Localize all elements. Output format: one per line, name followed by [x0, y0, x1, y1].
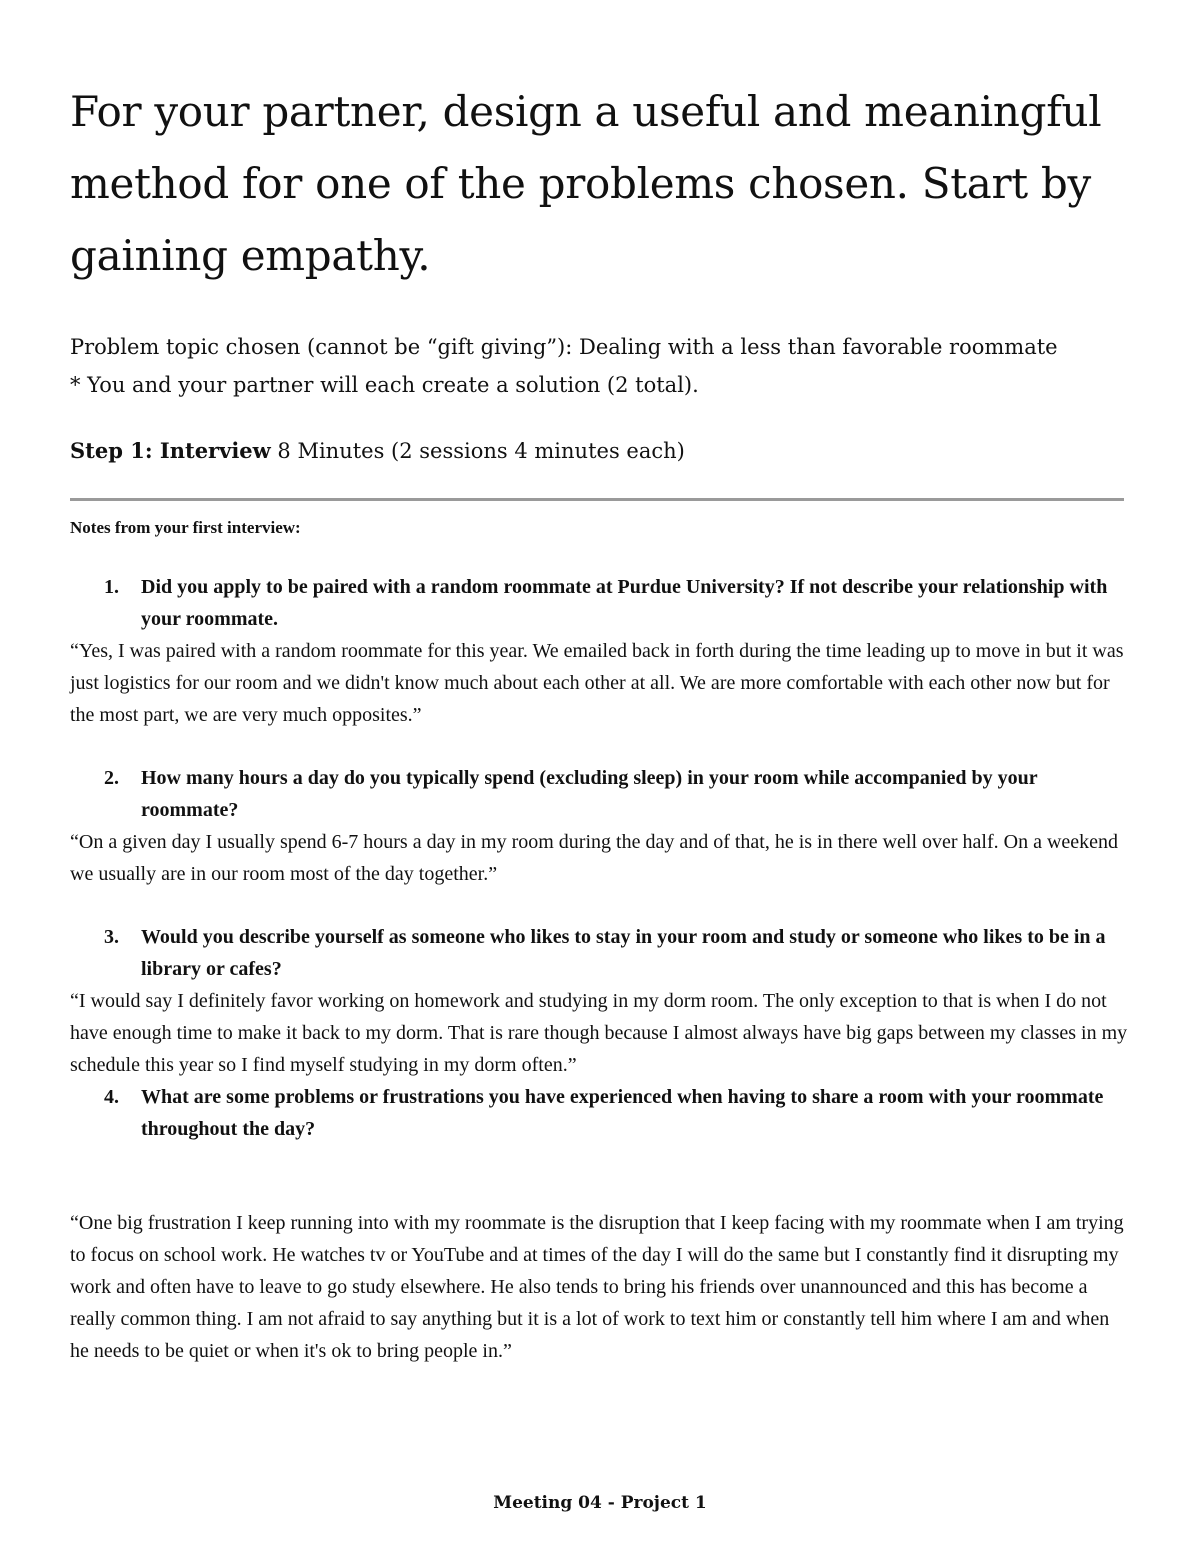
page-title: For your partner, design a useful and meaningful method for one of the problems chosen. Start by gaining empathy.	[70, 87, 1102, 280]
question-number: 3.	[104, 926, 119, 948]
question-text: What are some problems or frustrations you have experienced when having to share a room with your roommate throughout the day?	[141, 1086, 1104, 1140]
notes-label: Notes from your first interview:	[70, 518, 301, 537]
question-4	[70, 1081, 1130, 1145]
question-3	[70, 921, 1130, 985]
question-2	[70, 762, 1130, 826]
solution-note: * You and your partner will each create a solution (2 total).	[70, 373, 699, 397]
interview-list	[70, 762, 1130, 826]
divider-line	[70, 498, 1124, 501]
interview-list	[70, 1081, 1130, 1145]
question-text: Would you describe yourself as someone who likes to stay in your room and study or someone who likes to be in a library or cafes?	[141, 926, 1106, 980]
step-heading	[70, 432, 1130, 470]
answer-4: “One big frustration I keep running into with my roommate is the disruption that I keep facing with my roommate when I am trying to focus on school work. He watches tv or YouTube and at times of the day I will do the same but I constantly find it disrupting my work and often have to leave to go study elsewhere. He also tends to bring his friends over unannounced and this has become a really common thing. I am not afraid to say anything but it is a lot of work to text him or constantly tell him where I am and when he needs to be quiet or when it's ok to bring people in.”	[70, 1212, 1124, 1362]
problem-topic: Problem topic chosen (cannot be “gift giving”): Dealing with a less than favorable roommate	[70, 335, 1058, 359]
question-number: 2.	[104, 767, 119, 789]
interview-list	[70, 571, 1130, 635]
question-number: 1.	[104, 576, 119, 598]
question-number: 4.	[104, 1086, 119, 1108]
question-text: How many hours a day do you typically spend (excluding sleep) in your room while accompanied by your roommate?	[141, 767, 1038, 821]
question-text: Did you apply to be paired with a random roommate at Purdue University? If not describe your relationship with your roommate.	[141, 576, 1108, 630]
answer-1: “Yes, I was paired with a random roommate for this year. We emailed back in forth during the time leading up to move in but it was just logistics for our room and we didn't know much about each other at all. We are more comfortable with each other now but for the most part, we are very much opposites.”	[70, 640, 1124, 726]
answer-2: “On a given day I usually spend 6-7 hours a day in my room during the day and of that, he is in there well over half. On a weekend we usually are in our room most of the day together.”	[70, 831, 1119, 885]
page-footer: Meeting 04 - Project 1	[493, 1493, 707, 1513]
question-1	[70, 571, 1130, 635]
step-label: Step 1: Interview	[70, 438, 271, 463]
answer-3: “I would say I definitely favor working on homework and studying in my dorm room. The only exception to that is when I do not have enough time to make it back to my dorm. That is rare though because I almost always have big gaps between my classes in my schedule this year so I find myself studying in my dorm often.”	[70, 990, 1128, 1076]
document-page	[70, 76, 1130, 1367]
interview-list	[70, 921, 1130, 985]
step-duration: 8 Minutes (2 sessions 4 minutes each)	[270, 439, 685, 463]
